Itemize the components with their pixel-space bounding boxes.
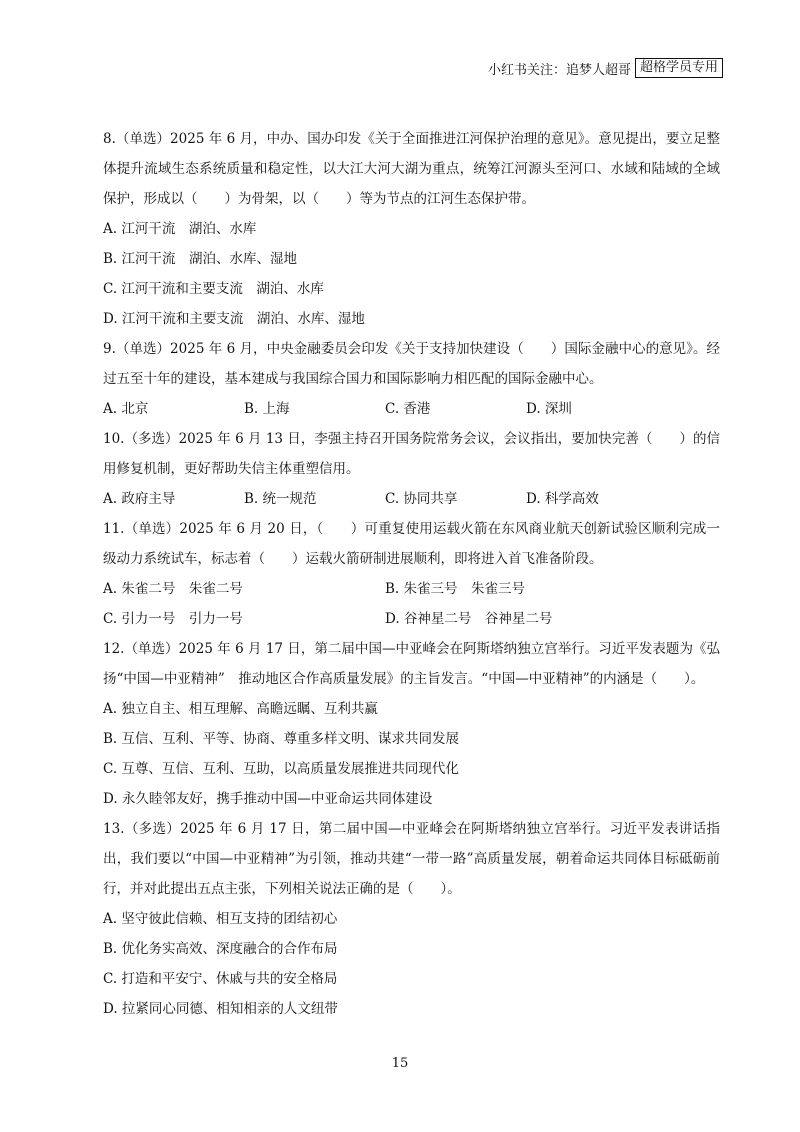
option-d: D. 拉紧同心同德、相知相亲的人文纽带	[103, 1001, 338, 1017]
option-b: B. 优化务实高效、深度融合的合作布局	[103, 941, 338, 957]
question-stem: 11.（单选）2025 年 6 月 20 日，（ ）可重复使用运载火箭在东风商业航天创新试验区顺利完成一级动力系统试车，标志着（ ）运载火箭研制进展顺利，即将进入首飞准备阶段。	[103, 521, 720, 567]
option-c: C. 江河干流和主要支流 湖泊、水库	[103, 281, 324, 297]
option-d: D. 永久睦邻友好，携手推动中国—中亚命运共同体建设	[103, 791, 433, 807]
option-c: C. 互尊、互信、互利、互助，以高质量发展推进共同现代化	[103, 761, 459, 777]
question-stem: 8.（单选）2025 年 6 月，中办、国办印发《关于全面推进江河保护治理的意见》。意见提出，要立足整体提升流域生态系统质量和稳定性，以大江大河大湖为重点，统筹江河源头至河口、水域和陆域的全域保护，形成以（ ）为骨架，以（ ）等为节点的江河生态保护带。	[103, 131, 720, 207]
option-a: A. 坚守彼此信赖、相互支持的团结初心	[103, 911, 338, 927]
question-stem: 13.（多选）2025 年 6 月 17 日，第二届中国—中亚峰会在阿斯塔纳独立宫举行。习近平发表讲话指出，我们要以“中国—中亚精神”为引领，推动共建“一带一路”高质量发展，朝着命运共同体目标砥砺前行，并对此提出五点主张，下列相关说法正确的是（ ）。	[103, 821, 720, 897]
option-a: A. 朱雀二号 朱雀二号	[103, 581, 243, 597]
option-b: B. 朱雀三号 朱雀三号	[385, 581, 526, 597]
question-list	[103, 124, 720, 1024]
question-8	[103, 124, 720, 334]
option-c: C. 引力一号 引力一号	[103, 611, 243, 627]
option-row	[103, 604, 720, 634]
header-text: 小红书关注：追梦人超哥	[487, 62, 631, 78]
option-b: B. 江河干流 湖泊、水库、湿地	[103, 251, 298, 267]
header-tag: 超格学员专用	[635, 58, 723, 78]
option-b: B. 上海	[244, 401, 290, 417]
question-11	[103, 514, 720, 634]
option-a: A. 独立自主、相互理解、高瞻远瞩、互利共赢	[103, 701, 378, 717]
option-c: C. 香港	[385, 401, 431, 417]
option-row	[103, 394, 720, 424]
question-stem: 10.（多选）2025 年 6 月 13 日，李强主持召开国务院常务会议，会议指出，要加快完善（ ）的信用修复机制，更好帮助失信主体重塑信用。	[103, 431, 720, 477]
option-b: B. 互信、互利、平等、协商、尊重多样文明、谋求共同发展	[103, 731, 460, 747]
option-a: A. 江河干流 湖泊、水库	[103, 221, 257, 237]
question-13	[103, 814, 720, 1024]
question-10	[103, 424, 720, 514]
question-stem: 9.（单选）2025 年 6 月，中央金融委员会印发《关于支持加快建设（ ）国际金融中心的意见》。经过五至十年的建设，基本建成与我国综合国力和国际影响力相匹配的国际金融中心。	[103, 341, 720, 387]
option-a: A. 北京	[103, 401, 149, 417]
option-a: A. 政府主导	[103, 491, 176, 507]
option-c: C. 打造和平安宁、休戚与共的安全格局	[103, 971, 338, 987]
option-d: D. 谷神星二号 谷神星二号	[385, 611, 553, 627]
option-b: B. 统一规范	[244, 491, 317, 507]
option-c: C. 协同共享	[385, 491, 458, 507]
option-d: D. 深圳	[526, 401, 572, 417]
page-header	[488, 58, 723, 78]
question-12	[103, 634, 720, 814]
question-stem: 12.（单选）2025 年 6 月 17 日，第二届中国—中亚峰会在阿斯塔纳独立宫举行。习近平发表题为《弘扬“中国—中亚精神” 推动地区合作高质量发展》的主旨发言。“中国—中亚精神”的内涵是（ ）。	[103, 641, 720, 687]
page-number: 15	[391, 1056, 409, 1071]
question-9	[103, 334, 720, 424]
option-d: D. 科学高效	[526, 491, 599, 507]
option-d: D. 江河干流和主要支流 湖泊、水库、湿地	[103, 311, 365, 327]
option-row	[103, 484, 720, 514]
option-row	[103, 574, 720, 604]
